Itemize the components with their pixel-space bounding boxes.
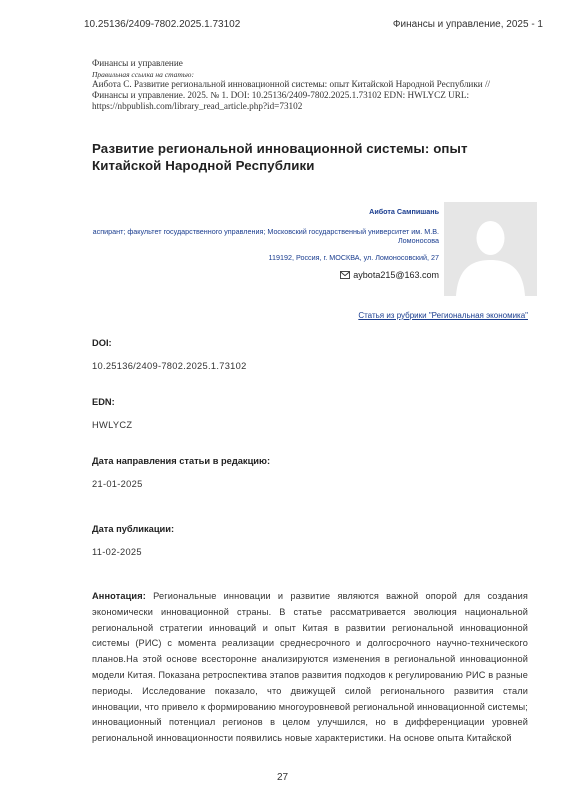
author-address: 119192, Россия, г. МОСКВА, ул. Ломоносовский, 27 — [268, 253, 439, 262]
published-date-value: 11-02-2025 — [92, 547, 142, 557]
citation-line-1: Аибота С. Развитие региональной инновационной системы: опыт Китайской Народной Республики // — [92, 79, 491, 89]
abstract-text: Региональные инновации и развитие являются важной опорой для создания экономически инновационной страны. В статье рассматривается эволюция национальной региональной стратегии инноваций и опыт Китая в развитии региональной инновационной системы (РИС) с момента реализации среднесрочного и долгосрочного научно-технического планов.На этой основе всесторонне анализируются изменения в региональной инновационной модели Китая. Показана ретроспектива этапов развития подходов к регулированию РИС в разные периоды. Исследование показало, что движущей силой регионального развития стали инновации, что привело к формированию многоуровневой региональной инновационной системы; инновационный потенциал регионов в целом улучшился, но в дифференциации уровней региональной инновационности появились новые характеристики. На основе опыта Китайской — [92, 591, 529, 744]
citation-line-2: Финансы и управление. 2025. № 1. DOI: 10.25136/2409-7802.2025.1.73102 EDN: HWLYCZ URL: — [92, 90, 470, 100]
running-header-doi: 10.25136/2409-7802.2025.1.73102 — [84, 19, 241, 30]
author-name: Аибота Сампишань — [369, 207, 439, 216]
citation-line-3[interactable]: https://nbpublish.com/library_read_article.php?id=73102 — [92, 101, 303, 111]
author-affiliation-line-1: аспирант; факультет государственного управления; Московский государственный университет им. М.В. — [92, 227, 439, 236]
doi-label: DOI: — [92, 338, 112, 348]
envelope-icon — [340, 271, 350, 279]
author-photo-placeholder — [444, 202, 537, 296]
abstract-paragraph — [92, 589, 528, 747]
author-affiliation-line-2: Ломоносова — [397, 236, 439, 245]
article-title-line-2: Китайской Народной Республики — [92, 158, 315, 173]
citation-journal: Финансы и управление — [92, 58, 183, 68]
author-email-row — [340, 270, 439, 280]
edn-label: EDN: — [92, 397, 115, 407]
running-header-journal: Финансы и управление, 2025 - 1 — [392, 19, 543, 30]
page-number: 27 — [276, 772, 289, 783]
submitted-date-label: Дата направления статьи в редакцию: — [92, 456, 271, 466]
abstract-label: Аннотация: — [92, 591, 146, 601]
doi-value: 10.25136/2409-7802.2025.1.73102 — [92, 361, 247, 371]
avatar-silhouette-icon — [444, 202, 537, 296]
citation-ref-label: Правильная ссылка на статью: — [92, 70, 194, 79]
edn-value: HWLYCZ — [92, 420, 133, 430]
published-date-label: Дата публикации: — [92, 524, 175, 534]
submitted-date-value: 21-01-2025 — [92, 479, 143, 489]
author-email[interactable]: aybota215@163.com — [353, 270, 439, 280]
rubric-link[interactable]: Статья из рубрики "Региональная экономика" — [358, 311, 528, 320]
article-title-line-1: Развитие региональной инновационной системы: опыт — [92, 141, 468, 156]
